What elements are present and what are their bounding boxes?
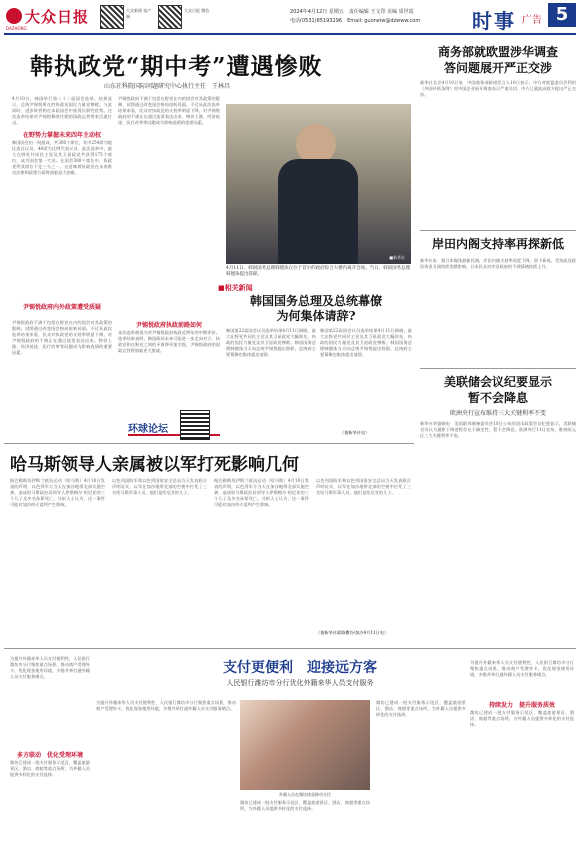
hamas-paragraph: 据巴勒斯坦伊斯兰抵抗运动（哈马斯）4月10日发表的声明，以色列军方当天在加沙地带北部实施空袭，造成哈马斯政治局领导人伊斯梅尔·哈尼亚的三个儿子及多名孙辈死亡。分析人士认为，这一事件可能对加沙停火谈判产生影响。 [214, 478, 309, 507]
contact-info: 电话(0531)85193296 Email: guoneiw@dzwww.com [290, 18, 421, 24]
photo-caption: 4月11日，韩国国务总理韩德洙在位于首尔的政府综合大楼内离开会场。当日，韩国国务总理韩德洙提出辞职。 [226, 266, 411, 277]
logo-text: 大众日报 [25, 8, 90, 26]
issue-date: 2024年4月12日 星期五 责任编辑 王文印 美编 周世霞 [290, 9, 414, 15]
section-title: 时事 [472, 9, 516, 33]
right-headline: 答问题展开严正交涉 [443, 61, 552, 75]
lead-paragraph: 尹锡悦政府不满于包括在野党在内的国会对其政策的限制，试图通过改变国会格局扭转局面。不过从此次选举结果来看，民众对执政党的支持率明显下降，对尹锡悦政府的不满正在通过选票表达出来。物价上涨、经济低迷、医疗改革等问题成为影响选情的重要因素。 [12, 320, 112, 355]
ad-paragraph: 为提升外籍来华人员支付便利性，人民银行潍坊市分行聚焦重点场景，推动商户受理外卡，优化现金使用环境，多措并举打通外籍人员支付服务堵点。 [96, 700, 236, 711]
related-paragraph: 韩国第22届国会议员选举结果4月11日揭晓，最大在野党共同民主党及其卫星政党大幅领先，执政的国民力量党及其卫星政党惨败。韩国国务总理韩德洙当天向总统尹锡悦提出辞职，总统府主要幕僚也集体提出请辞。 [226, 328, 316, 357]
lead-paragraph: 尹锡悦政府不满于包括在野党在内的国会对其政策的限制，试图通过改变国会格局扭转局面。不过从此次选举结果来看，民众对执政党的支持率明显下降，对尹锡悦政府的不满正在通过选票表达出来。物价上涨、经济低迷、医疗改革等问题成为影响选情的重要因素。 [118, 96, 220, 125]
ad-label: 广告 [522, 15, 542, 26]
hamas-paragraph: 以色列国防军和以色列国家安全总局当天发表联合声明证实，以军在加沙地带北部的空袭中打死了三名哈马斯军事人员，他们是哈尼亚的儿子。 [112, 478, 207, 495]
hamas-paragraph: 以色列国防军和以色列国家安全总局当天发表联合声明证实，以军在加沙地带北部的空袭中打死了三名哈马斯军事人员，他们是哈尼亚的儿子。 [316, 478, 411, 495]
header-rule [4, 33, 576, 35]
hamas-paragraph: 据巴勒斯坦伊斯兰抵抗运动（哈马斯）4月10日发表的声明，以色列军方当天在加沙地带北部实施空袭，造成哈马斯政治局领导人伊斯梅尔·哈尼亚的三个儿子及多名孙辈死亡。分析人士认为，这一事件可能对加沙停火谈判产生影响。 [10, 478, 105, 507]
page-number: 5 [548, 3, 576, 27]
right-paragraph: 新华社北京4月10日电 中国商务部新闻发言人10日表示，中方对欧盟委员会利用《外国补贴条例》对中国企业展开调查表示严重关切，中方已就此向欧方提出严正交涉。 [420, 80, 576, 97]
lead-paragraph: 本次选举被视为对尹锡悦政府执政近两年的中期评价。选举结果表明，韩国政局未来可能进一步走向对立，执政党和在野党之间的矛盾将更加尖锐，尹锡悦政府的国政运营将面临更大挑战。 [118, 330, 220, 353]
ad-paragraph: 潍坊已建成一批支付服务示范区，覆盖旅游景区、酒店、商超等重点场所，为外籍人员提供多样化的支付选择。 [376, 700, 466, 717]
lead-headline: 韩执政党“期中考”遭遇惨败 [30, 53, 323, 80]
right-paragraph: 新华社华盛顿电 美国联邦储备委员会10日公布的货币政策会议纪要显示，美联储官员认为通胀下降进程存在不确定性，暂不会降息。欧洲央行11日宣布，维持欧元区三大关键利率不变。 [420, 421, 576, 438]
lead-subhead: 尹锡悦政府执政前路如何 [135, 322, 202, 329]
right-story-2 [420, 236, 576, 370]
ad-paragraph: 潍坊已建成一批支付服务示范区，覆盖旅游景区、酒店、商超等重点场所，为外籍人员提供多样化的支付选择。 [470, 710, 574, 727]
section-divider [4, 648, 576, 649]
right-paragraph: 新华社电 据日本媒体最新民调，岸田内阁支持率再度下降，创下新低。受执政党政治资金丑闻持续发酵影响，日本民众对岸田政府的不满情绪持续上升。 [420, 258, 576, 269]
logo-subtext: DAZHONG [6, 26, 27, 31]
related-news-tag: ■相关新闻 [218, 283, 253, 292]
ad-paragraph: 为提升外籍来华人员支付便利性，人民银行潍坊市分行聚焦重点场景，推动商户受理外卡，优化现金使用环境，多措并举打通外籍人员支付服务堵点。 [10, 656, 90, 679]
lead-paragraph: 韩国国会由一院组成，共300个席位，其中254席为地区选区议员，46席为比例代表议员。此次选举中，最大在野党共同民主党及其卫星政党共获得175个席位，成为国会第一大党。在国会300个席位中，执政党所获席位不足三分之一，这意味着执政党在未来推动法律和政策方面将面临很大困难。 [12, 140, 112, 175]
column-badge-text: 环球论坛 [128, 424, 168, 435]
ad-photo [240, 700, 370, 790]
related-source: （据新华社电） [340, 430, 370, 435]
hamas-source: （据新华社耶路撒冷/加沙4月11日电） [316, 630, 389, 635]
right-subheadline: 欧洲央行宣布维持三大关键利率不变 [449, 410, 546, 417]
qr-code-icon [100, 5, 124, 29]
hamas-headline: 哈马斯领导人亲属被以军打死影响几何 [10, 455, 299, 475]
ad-subheadline: 人民银行潍坊市分行优化外籍来华人员支付服务 [226, 679, 374, 687]
qr-label: 大众新闻 客户端 [126, 8, 152, 19]
section-divider [420, 368, 576, 369]
lead-subhead: 尹锡悦政府内外政策遭受质疑 [22, 304, 101, 311]
lead-byline: 山东社科院国际问题研究中心执行主任 王林昌 [104, 83, 231, 90]
right-headline: 美联储会议纪要显示 [443, 375, 552, 389]
qr-label: 大众日报 微信 [184, 8, 210, 13]
qr-code-icon [158, 5, 182, 29]
photo-subject-head [296, 124, 336, 164]
ad-photo-caption: 外籍人员在潍坊体验移动支付 [279, 792, 331, 797]
related-paragraph: 韩国第22届国会议员选举结果4月11日揭晓，最大在野党共同民主党及其卫星政党大幅领先，执政的国民力量党及其卫星政党惨败。韩国国务总理韩德洙当天向总统尹锡悦提出辞职，总统府主要幕僚也集体提出请辞。 [320, 328, 412, 357]
ad-paragraph: 潍坊已建成一批支付服务示范区，覆盖旅游景区、酒店、商超等重点场所，为外籍人员提供多样化的支付选择。 [10, 760, 90, 777]
section-divider [4, 443, 414, 444]
newspaper-logo [6, 6, 90, 31]
photo-subject-body [278, 159, 358, 264]
logo-emblem-icon [6, 8, 22, 24]
photo-credit: ■新华社 [389, 255, 405, 260]
right-headline: 暂不会降息 [467, 391, 528, 405]
qr-code-icon [180, 410, 210, 440]
ad-headline: 支付更便利 迎接远方客 [223, 660, 377, 676]
related-headline: 韩国国务总理及总统幕僚为何集体请辞? [249, 294, 382, 323]
ad-paragraph: 潍坊已建成一批支付服务示范区，覆盖旅游景区、酒店、商超等重点场所，为外籍人员提供多样化的支付选择。 [240, 800, 370, 811]
ad-subhead: 多方联动 优化受理环境 [16, 752, 83, 759]
ad-paragraph: 为提升外籍来华人员支付便利性，人民银行潍坊市分行聚焦重点场景，推动商户受理外卡，优化现金使用环境，多措并举打通外籍人员支付服务堵点。 [470, 660, 574, 677]
right-headline: 岸田内阁支持率再探新低 [431, 237, 564, 251]
right-story-1 [420, 44, 576, 218]
ad-subhead: 持续发力 提升服务质效 [488, 702, 555, 709]
right-story-3 [420, 374, 576, 641]
section-divider [420, 230, 576, 231]
lead-photo [226, 104, 411, 264]
masthead [0, 0, 580, 38]
right-headline: 商务部就欧盟涉华调查 [437, 45, 558, 59]
lead-subhead: 在野势力掌握未来四年主动权 [22, 132, 101, 139]
lead-paragraph: 4月10日，韩国举行第二十二届国会选举。结果显示，总统尹锡悦所在的执政党国民力量党惨败，与此同时，进步阵营则在本届国会中获得压倒性优势。这次选举结果对尹锡悦剩余任期的国政运营带来沉重打击。 [12, 96, 112, 125]
